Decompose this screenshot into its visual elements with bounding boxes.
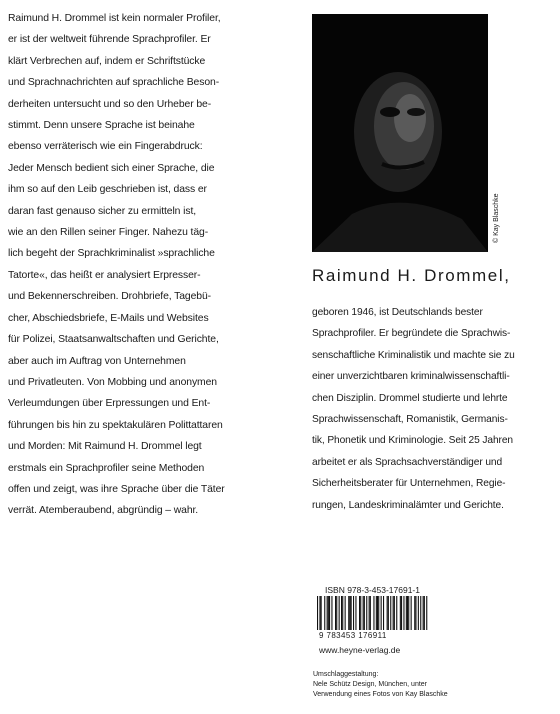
publisher-website: www.heyne-verlag.de (319, 645, 401, 655)
bio-line: einer unverzichtbaren kriminalwissenschaftli- (312, 371, 510, 383)
back-cover-blurb (8, 8, 248, 522)
blurb-line: Verleumdungen über Erpressungen und Ent- (8, 398, 211, 410)
blurb-line: aber auch im Auftrag von Unternehmen (8, 355, 186, 367)
bio-line: geboren 1946, ist Deutschlands bester (312, 307, 483, 318)
author-photo (312, 14, 488, 252)
blurb-line: offen und zeigt, was ihre Sprache über die Täter (8, 483, 225, 495)
blurb-line: Jeder Mensch bedient sich einer Sprache, die (8, 162, 215, 174)
blurb-line: wie an den Rillen seiner Finger. Nahezu täg- (8, 227, 209, 239)
blurb-line: lich begeht der Sprachkriminalist »sprachliche (8, 248, 215, 260)
blurb-line: und Morden: Mit Raimund H. Drommel legt (8, 441, 202, 453)
blurb-line: er ist der weltweit führende Sprachprofiler. Er (8, 34, 211, 46)
barcode-block (313, 574, 433, 659)
blurb-line: ebenso verräterisch wie ein Fingerabdruck: (8, 141, 203, 153)
blurb-line: und Sprachnachrichten auf sprachliche Beson- (8, 77, 220, 89)
blurb-line: Tatorte«, das heißt er analysiert Erpresser- (8, 269, 201, 281)
bio-line: senschaftliche Kriminalistik und machte sie zu (312, 349, 515, 361)
blurb-line: verrät. Atemberaubend, abgründig – wahr. (8, 505, 199, 517)
blurb-line: Raimund H. Drommel ist kein normaler Profiler, (8, 13, 221, 24)
blurb-line: stimmt. Denn unsere Sprache ist beinahe (8, 120, 195, 132)
blurb-line: klärt Verbrechen auf, indem er Schriftstücke (8, 55, 206, 67)
bio-line: Sprachwissenschaft, Romanistik, Germanis- (312, 414, 508, 426)
bio-line: tik, Phonetik und Kriminologie. Seit 25 Jahren (312, 435, 513, 447)
blurb-line: und Privatleuten. Von Mobbing und anonymen (8, 376, 217, 388)
blurb-line: für Polizei, Staatsanwaltschaften und Gerichte, (8, 334, 219, 346)
cover-credit-line: Verwendung eines Fotos von Kay Blaschke (313, 691, 448, 698)
blurb-line: erstmals ein Sprachprofiler seine Methoden (8, 462, 205, 474)
blurb-line: ihm so auf den Leib geschrieben ist, dass er (8, 184, 207, 196)
blurb-line: führungen bis hin zu spektakulären Polittattaren (8, 419, 223, 431)
cover-design-credit (313, 670, 553, 700)
barcode-number: 9 783453 176911 (319, 631, 387, 640)
bio-line: chen Disziplin. Drommel studierte und lehrte (312, 392, 508, 404)
bio-line: Sprachprofiler. Er begründete die Sprachwis- (312, 328, 511, 340)
photo-credit: © Kay Blaschke (493, 193, 500, 243)
blurb-line: und Bekennerschreiben. Drohbriefe, Tagebü- (8, 291, 211, 303)
author-bio (312, 302, 544, 516)
barcode-icon (313, 596, 433, 630)
bio-line: rungen, Landeskriminalämter und Gerichte. (312, 499, 504, 511)
bio-line: arbeitet er als Sprachsachverständiger und (312, 456, 503, 468)
author-name: Raimund H. Drommel, (312, 266, 511, 285)
cover-credit-line: Nele Schütz Design, München, unter (313, 681, 428, 688)
cover-credit-line: Umschlaggestaltung: (313, 671, 379, 678)
isbn-label: ISBN 978-3-453-17691-1 (325, 585, 420, 595)
blurb-line: cher, Abschiedsbriefe, E-Mails und Websites (8, 312, 209, 324)
author-portrait-image (312, 14, 488, 252)
blurb-line: daran fast genauso sicher zu ermitteln ist, (8, 205, 197, 217)
bio-line: Sicherheitsberater für Unternehmen, Regie- (312, 478, 506, 490)
blurb-line: derheiten untersucht und so den Urheber be- (8, 98, 212, 110)
